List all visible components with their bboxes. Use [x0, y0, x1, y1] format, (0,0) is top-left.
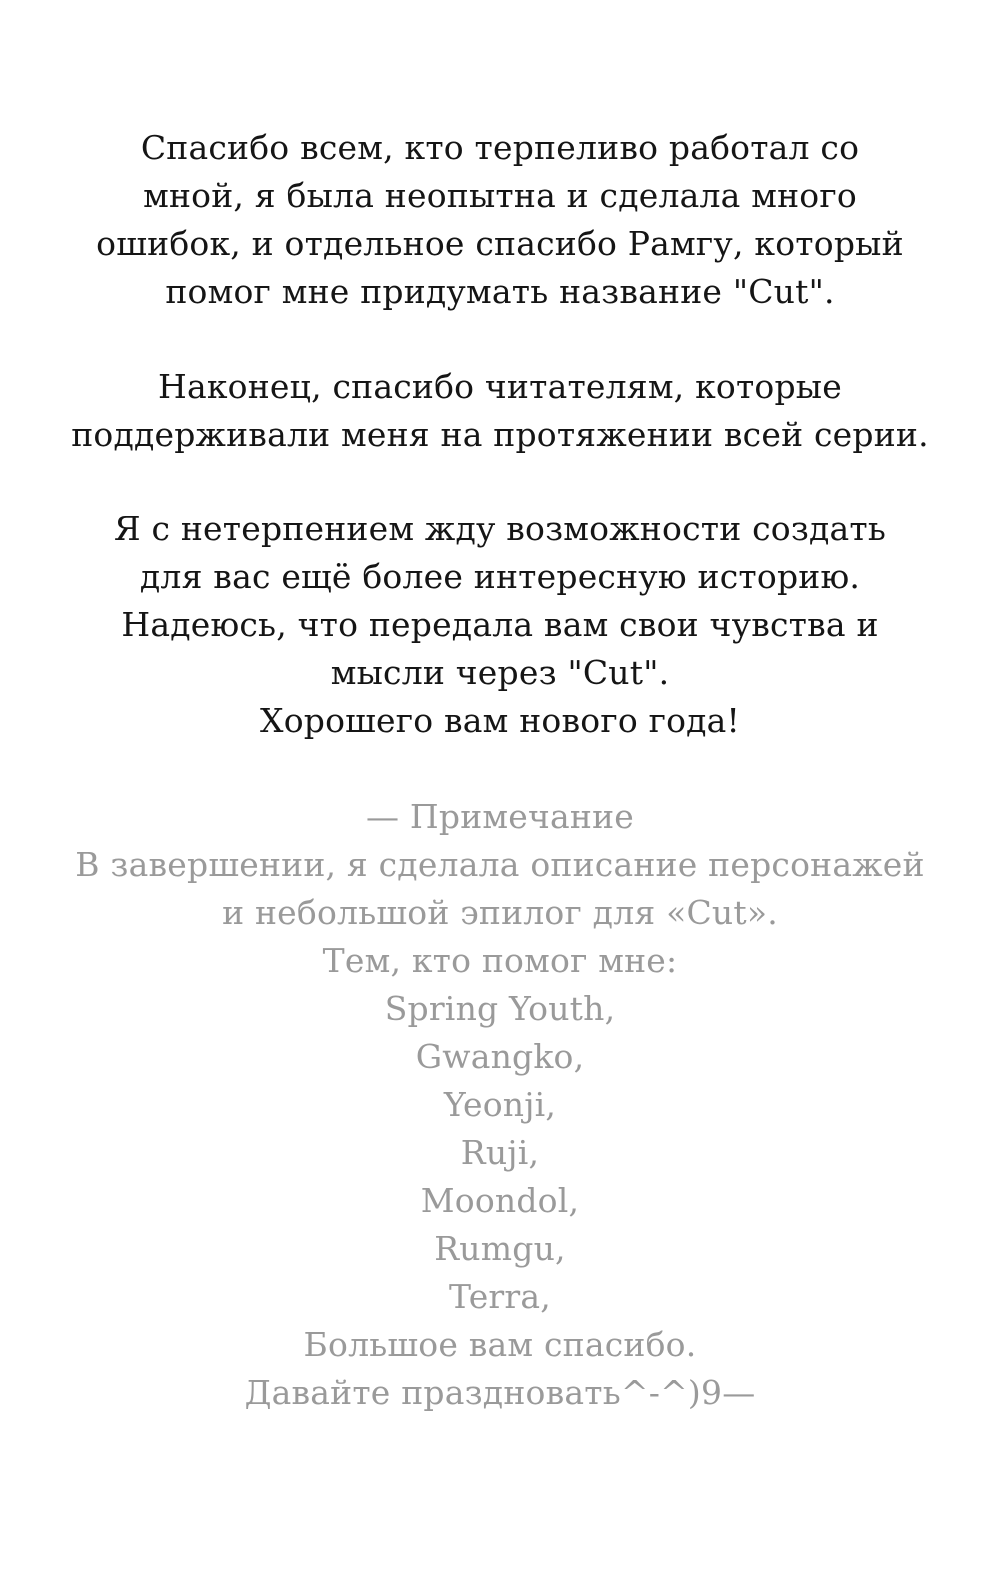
helper-name: Rumgu,: [434, 1229, 566, 1268]
note-line: Тем, кто помог мне:: [322, 941, 678, 980]
note-line: В завершении, я сделала описание персонажей: [75, 845, 925, 884]
thanks-line: мысли через "Cut".: [330, 653, 670, 692]
helper-name: Ruji,: [460, 1133, 540, 1172]
helper-name: Gwangko,: [415, 1037, 585, 1076]
thanks-line: ошибок, и отдельное спасибо Рамгу, который: [96, 224, 904, 263]
thanks-line: для вас ещё более интересную историю.: [139, 557, 861, 596]
helper-name: Yeonji,: [443, 1085, 557, 1124]
thanks-line: поддерживали меня на протяжении всей серии.: [71, 415, 929, 454]
note-heading: — Примечание: [366, 797, 634, 836]
thanks-line: Спасибо всем, кто терпеливо работал со: [140, 128, 860, 167]
helper-name: Terra,: [449, 1277, 551, 1316]
thanks-line: Надеюсь, что передала вам свои чувства и: [121, 605, 879, 644]
helper-name: Moondol,: [420, 1181, 580, 1220]
thanks-line: Я с нетерпением жду возможности создать: [113, 509, 887, 548]
thanks-line: помог мне придумать название "Cut".: [165, 272, 835, 311]
thanks-line: Наконец, спасибо читателям, которые: [157, 367, 842, 406]
helper-name: Spring Youth,: [384, 989, 616, 1028]
new-year-greeting: Хорошего вам нового года!: [260, 701, 740, 740]
thanks-line: мной, я была неопытна и сделала много: [143, 176, 857, 215]
note-closing: Давайте праздновать^-^)9—: [244, 1373, 756, 1412]
note-line: и небольшой эпилог для «Cut».: [222, 893, 778, 932]
note-line: Большое вам спасибо.: [303, 1325, 697, 1364]
